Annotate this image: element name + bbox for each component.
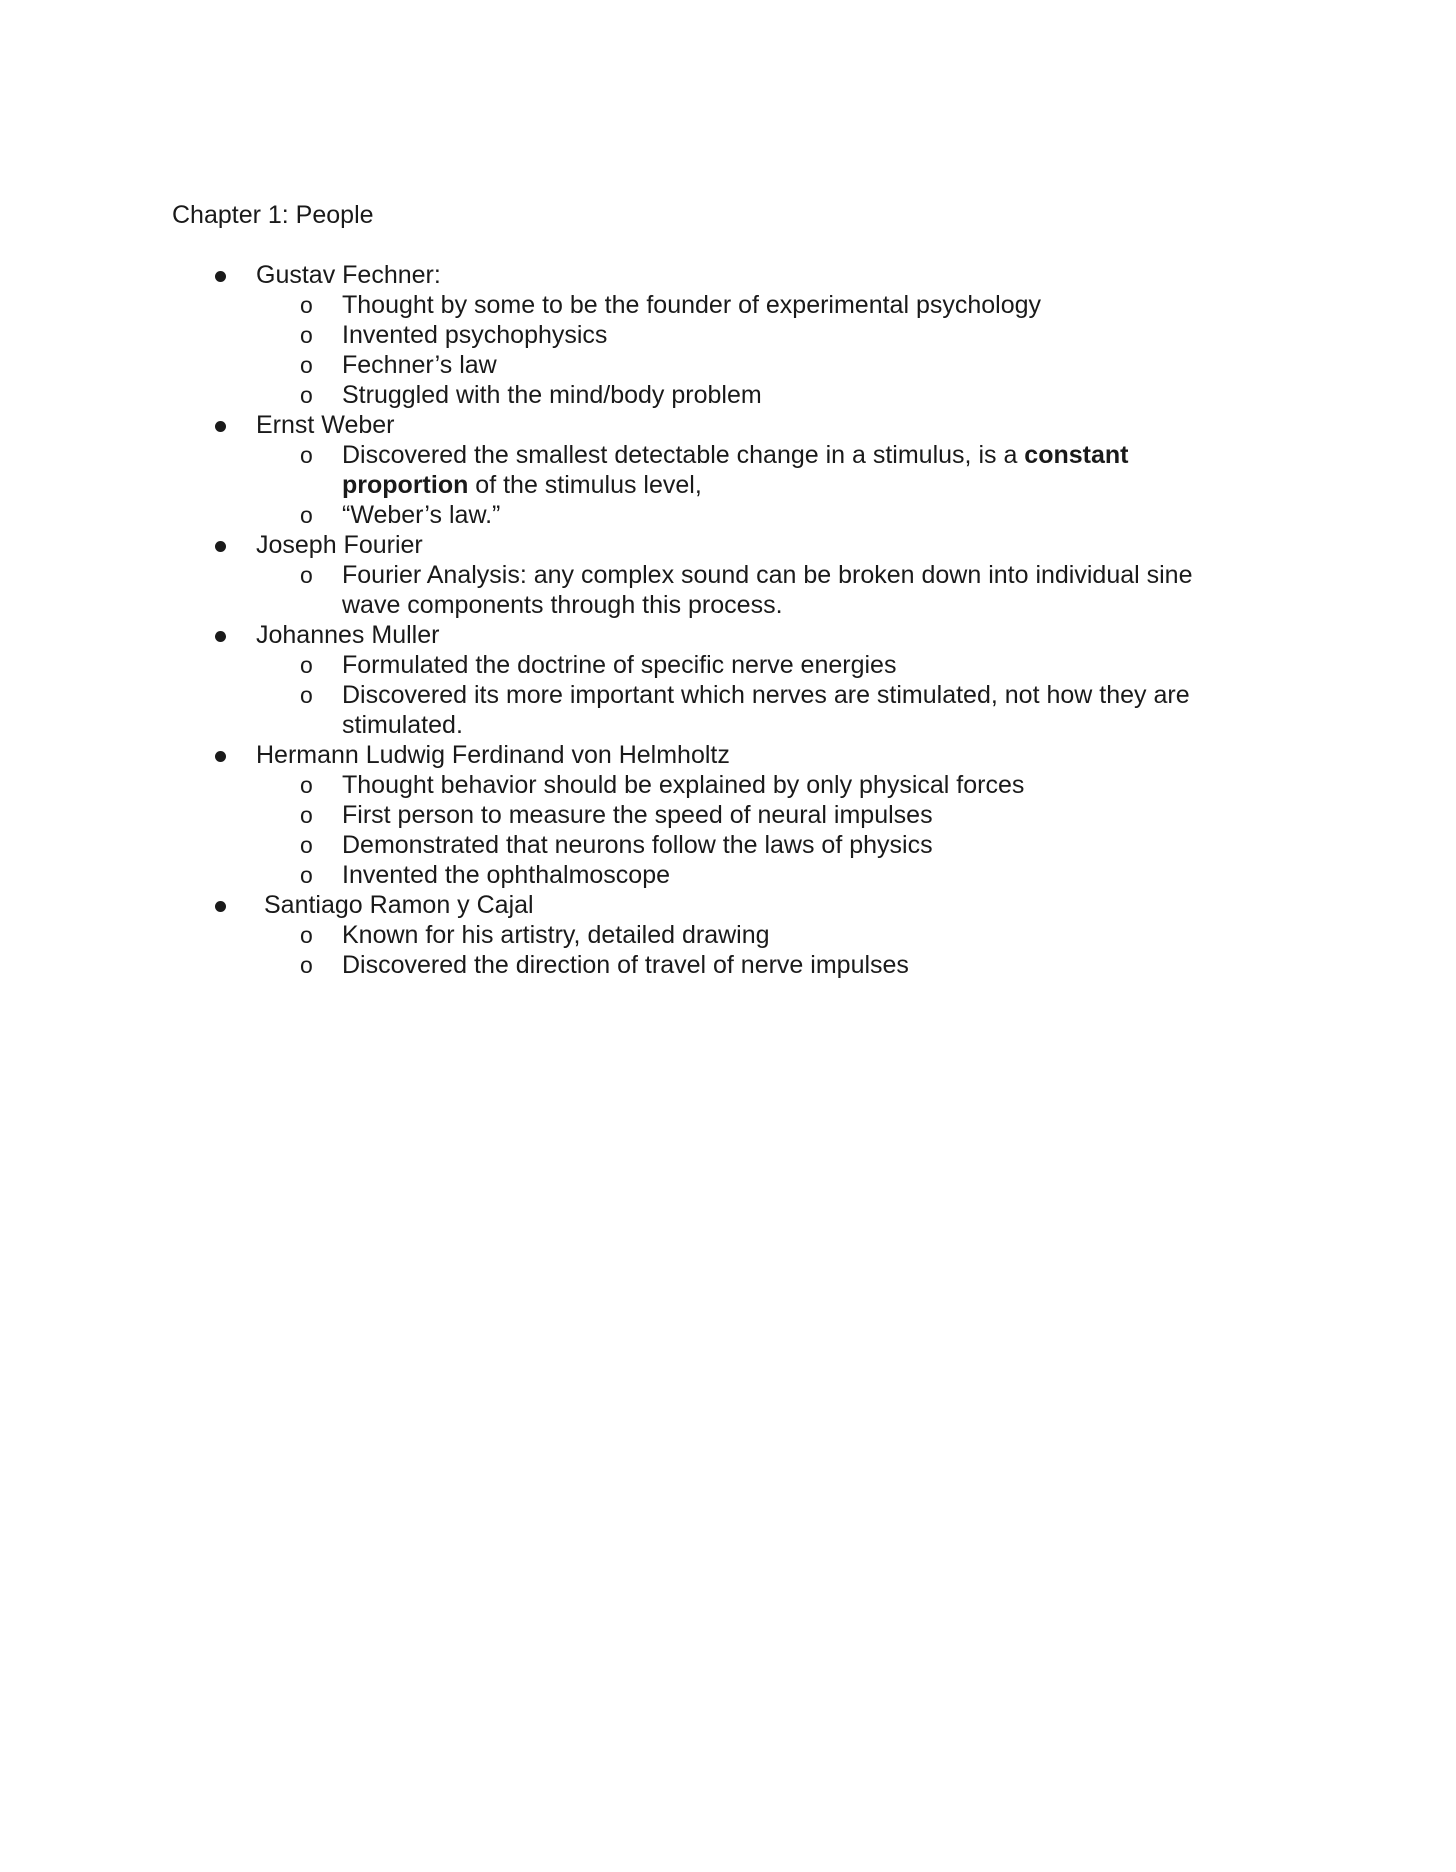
point-item: [0, 920, 1456, 950]
sub-bullet-icon: o: [300, 832, 313, 858]
point-item: [0, 320, 1456, 350]
bullet-icon: [215, 541, 226, 552]
sub-bullet-icon: o: [300, 442, 313, 468]
point-text: Thought behavior should be explained by only physical forces: [342, 771, 1025, 799]
point-text-tail: of the stimulus level,: [468, 471, 702, 499]
point-list: [0, 920, 1456, 980]
point-text: Known for his artistry, detailed drawing: [342, 921, 770, 949]
topic-item: [0, 260, 1456, 410]
point-item: [0, 950, 1456, 980]
bullet-icon: [215, 271, 226, 282]
point-text: Struggled with the mind/body problem: [342, 381, 762, 409]
sub-bullet-icon: o: [300, 562, 313, 588]
point-text: First person to measure the speed of neural impulses: [342, 801, 933, 829]
topic-item: [0, 620, 1456, 740]
topic-name: Ernst Weber: [256, 411, 395, 439]
topic-item: [0, 740, 1456, 890]
sub-bullet-icon: o: [300, 862, 313, 888]
topic-item: [0, 410, 1456, 530]
point-item: [0, 770, 1456, 800]
bullet-icon: [215, 751, 226, 762]
point-item: [0, 560, 1456, 620]
topic-row: [0, 890, 1456, 920]
point-item: [0, 860, 1456, 890]
sub-bullet-icon: o: [300, 502, 313, 528]
point-list: [0, 440, 1456, 530]
topic-item: [0, 530, 1456, 620]
sub-bullet-icon: o: [300, 952, 313, 978]
topic-name: Johannes Muller: [256, 621, 440, 649]
point-text: Fourier Analysis: any complex sound can be broken down into individual sine wave components through this process.: [342, 561, 1193, 619]
point-item: [0, 380, 1456, 410]
topic-name: Joseph Fourier: [256, 531, 423, 559]
sub-bullet-icon: o: [300, 382, 313, 408]
topic-row: [0, 620, 1456, 650]
point-item: [0, 350, 1456, 380]
bullet-icon: [215, 901, 226, 912]
point-text: Thought by some to be the founder of experimental psychology: [342, 291, 1042, 319]
sub-bullet-icon: o: [300, 322, 313, 348]
sub-bullet-icon: o: [300, 652, 313, 678]
topic-item: [0, 890, 1456, 980]
point-text: [342, 440, 1256, 500]
topic-name: Hermann Ludwig Ferdinand von Helmholtz: [256, 741, 730, 769]
point-text: Fechner’s law: [342, 351, 497, 379]
point-text-lead: Discovered the smallest detectable change in a stimulus, is a: [342, 441, 1025, 469]
point-item: [0, 500, 1456, 530]
point-item: [0, 800, 1456, 830]
sub-bullet-icon: o: [300, 292, 313, 318]
point-text: Formulated the doctrine of specific nerve energies: [342, 651, 897, 679]
point-list: [0, 770, 1456, 890]
bullet-icon: [215, 421, 226, 432]
topic-name: Gustav Fechner:: [256, 261, 441, 289]
point-list: [0, 560, 1456, 620]
bullet-icon: [215, 631, 226, 642]
topic-row: [0, 740, 1456, 770]
point-text: Demonstrated that neurons follow the laws of physics: [342, 831, 933, 859]
point-item: [0, 650, 1456, 680]
point-text: “Weber’s law.”: [342, 501, 501, 529]
page-title: Chapter 1: People: [172, 201, 374, 229]
point-text: Discovered the direction of travel of nerve impulses: [342, 951, 909, 979]
point-item: [0, 290, 1456, 320]
topic-name: Santiago Ramon y Cajal: [264, 891, 534, 919]
point-item: [0, 440, 1456, 500]
point-list: [0, 290, 1456, 410]
point-item: [0, 680, 1456, 740]
sub-bullet-icon: o: [300, 802, 313, 828]
point-item: [0, 830, 1456, 860]
point-text: Invented psychophysics: [342, 321, 608, 349]
point-text: Invented the ophthalmoscope: [342, 861, 671, 889]
sub-bullet-icon: o: [300, 772, 313, 798]
point-text: Discovered its more important which nerves are stimulated, not how they are stimulated.: [342, 681, 1190, 739]
sub-bullet-icon: o: [300, 922, 313, 948]
topic-row: [0, 260, 1456, 290]
topic-list: [0, 260, 1456, 980]
emphasis-text: constant proportion: [342, 441, 1129, 499]
point-list: [0, 650, 1456, 740]
topic-row: [0, 410, 1456, 440]
sub-bullet-icon: o: [300, 682, 313, 708]
topic-row: [0, 530, 1456, 560]
sub-bullet-icon: o: [300, 352, 313, 378]
